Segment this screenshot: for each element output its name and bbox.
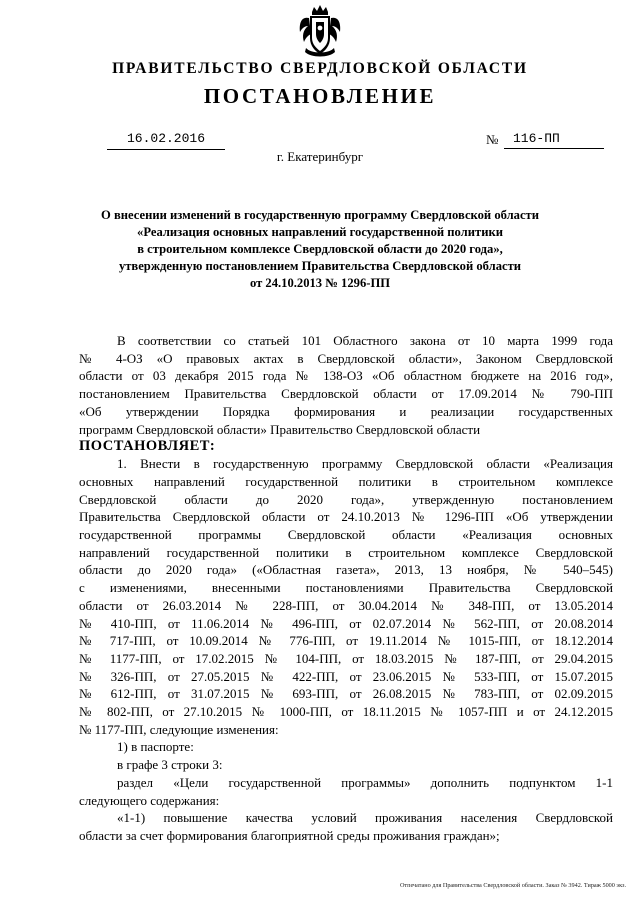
body-line: № 717-ПП, от 10.09.2014 № 776-ПП, от 19.11.2014 № 1015-ПП, от 18.12.2014 [79, 633, 613, 649]
document-body [79, 332, 613, 845]
body-line: следующего содержания: [79, 792, 220, 808]
document-number: 116-ПП [504, 131, 604, 149]
resolves-heading: ПОСТАНОВЛЯЕТ: [79, 438, 216, 455]
heading-line: утвержденную постановлением Правительства Свердловской области [118, 259, 522, 273]
body-line: № 410-ПП, от 11.06.2014 № 496-ПП, от 02.07.2014 № 562-ПП, от 20.08.2014 [79, 615, 613, 631]
body-line: № 1177-ПП, следующие изменения: [79, 721, 279, 737]
document-type: ПОСТАНОВЛЕНИЕ [203, 84, 437, 108]
body-line: Правительства Свердловской области от 24.10.2013 № 1296-ПП «Об утверждении [79, 509, 613, 525]
body-line: «Об утверждении Порядка формирования и реализации государственных [79, 403, 613, 419]
body-line: № 1177-ПП, от 17.02.2015 № 104-ПП, от 18.03.2015 № 187-ПП, от 29.04.2015 [79, 650, 613, 666]
heading-line: О внесении изменений в государственную программу Свердловской области [101, 208, 539, 222]
coat-of-arms-icon [297, 4, 343, 60]
city: г. Екатеринбург [276, 149, 364, 164]
body-line: «1-1) повышение качества условий проживания населения Свердловской [117, 810, 613, 826]
heading-line: от 24.10.2013 № 1296-ПП [249, 276, 391, 290]
body-line: в графе 3 строки 3: [117, 757, 223, 773]
heading-line: «Реализация основных направлений государственной политики [137, 225, 503, 239]
print-note: Отпечатано для Правительства Свердловской области. Заказ № 3942. Тираж 5000 экз. [399, 882, 626, 889]
body-line: № 612-ПП, от 31.07.2015 № 693-ПП, от 26.08.2015 № 783-ПП, от 02.09.2015 [79, 686, 613, 702]
body-line: В соответствии со статьей 101 Областного закона от 10 марта 1999 года [117, 333, 613, 348]
document-heading [60, 207, 580, 292]
body-line: области от 03 декабря 2015 года № 138-ОЗ «Об областном бюджете на 2016 год», [79, 368, 613, 384]
body-line: № 326-ПП, от 27.05.2015 № 422-ПП, от 23.06.2015 № 533-ПП, от 15.07.2015 [79, 668, 613, 684]
body-line: № 802-ПП, от 27.10.2015 № 1000-ПП, от 18.11.2015 № 1057-ПП и от 24.12.2015 [79, 704, 613, 720]
body-line: основных направлений государственной политики в строительном комплексе [79, 473, 613, 489]
body-line: постановлением Правительства Свердловской области от 17.09.2014 № 790-ПП [79, 386, 613, 402]
body-line: направлений государственной политики в строительном комплексе Свердловской [79, 544, 613, 560]
body-line: области до 2020 года» («Областная газета», 2013, 13 ноября, № 540–545) [79, 562, 613, 578]
body-line: программ Свердловской области» Правительство Свердловской области [79, 421, 481, 437]
body-line: Свердловской области до 2020 года», утвержденную постановлением [79, 491, 613, 507]
body-line: 1) в паспорте: [117, 739, 194, 755]
body-line: № 4-ОЗ «О правовых актах в Свердловской области», Законом Свердловской [79, 350, 613, 366]
body-line: раздел «Цели государственной программы» дополнить подпунктом 1-1 [117, 774, 613, 790]
body-line: 1. Внести в государственную программу Свердловской области «Реализация [117, 456, 613, 472]
government-title: ПРАВИТЕЛЬСТВО СВЕРДЛОВСКОЙ ОБЛАСТИ [112, 60, 528, 77]
body-line: государственной программы Свердловской области «Реализация основных [79, 527, 613, 543]
body-line: с изменениями, внесенными постановлениями Правительства Свердловской [79, 580, 613, 596]
body-line: области от 26.03.2014 № 228-ПП, от 30.04.2014 № 348-ПП, от 13.05.2014 [79, 597, 613, 613]
number-label: № [486, 132, 499, 147]
heading-line: в строительном комплексе Свердловской области до 2020 года», [137, 242, 503, 256]
body-line: области за счет формирования благоприятной среды проживания граждан»; [79, 827, 500, 843]
document-date: 16.02.2016 [107, 131, 225, 150]
